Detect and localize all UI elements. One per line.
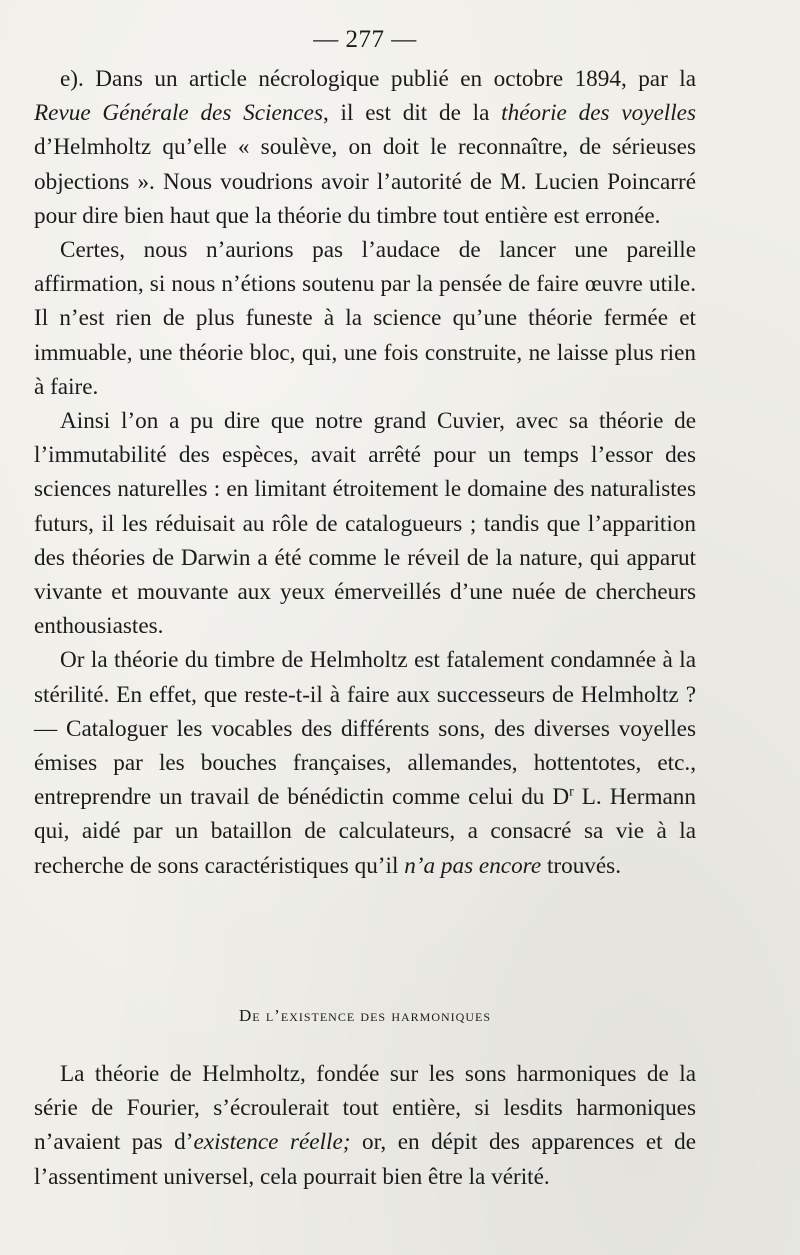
paragraph-4 xyxy=(34,643,696,882)
text-run: Ainsi l’on a pu dire que notre grand Cuvier, avec sa théorie de l’immutabilité des espèces, avait arrêté pour un temps l’essor des sciences naturelles : en limitant étroitement le domaine des naturalistes futurs, il les réduisait au rôle de catalogueurs ; tandis que l’apparition des théories de Darwin a été comme le réveil de la nature, qui apparut vivante et mouvante aux yeux émerveillés d’une nuée de chercheurs enthousiastes. xyxy=(34,408,696,640)
text-run: Or la théorie du timbre de Helmholtz est fatalement condamnée à la stérilité. En effet, que reste-t-il à faire aux successeurs de Helmholtz ? — Cataloguer les vocables des différents sons, des diverses voyelles émises par les bouches françaises, allemandes, hottentotes, etc., entreprendre un travail de bénédictin comme celui du D xyxy=(34,647,696,811)
paragraph-3 xyxy=(34,404,696,643)
page-number: — 277 — xyxy=(313,26,417,53)
paragraph-1 xyxy=(34,62,696,233)
text-run: trouvés. xyxy=(541,852,621,879)
paragraph-5 xyxy=(34,1057,696,1194)
main-text xyxy=(34,62,696,883)
text-run: , il est dit de la xyxy=(322,100,502,127)
italic-run: théorie des voyelles xyxy=(501,100,696,127)
italic-run: Revue Générale des Sciences xyxy=(34,100,323,127)
italic-run: n’a pas encore xyxy=(404,852,542,879)
text-run: L. Hermann qui, aidé par un bataillon de calculateurs, a consacré sa vie à la recherche de sons caractéristiques qu’il xyxy=(34,784,696,879)
section-text xyxy=(34,1057,696,1194)
paragraph-2 xyxy=(34,233,696,404)
text-run: Certes, nous n’aurions pas l’audace de lancer une pareille affirmation, si nous n’étions soutenu par la pensée de faire œuvre utile. Il n’est rien de plus funeste à la science qu’une théorie fermée et immuable, une théorie bloc, qui, une fois construite, ne laisse plus rien à faire. xyxy=(34,237,696,400)
text-run: e). Dans un article nécrologique publié en octobre 1894, par la xyxy=(60,66,696,92)
text-run: d’Helmholtz qu’elle « soulève, on doit le reconnaître, de sérieuses objections ». Nous voudrions avoir l’autorité de M. Lucien Poincarré pour dire bien haut que la théorie du timbre tout entière est erronée. xyxy=(34,134,696,229)
text-run: La théorie de Helmholtz, fondée sur les sons harmoniques de la série de Fourier, s’écroulerait tout entière, si lesdits harmoniques n’avaient pas d’ xyxy=(34,1061,696,1156)
text-run: or, en dépit des apparences et de l’assentiment universel, cela pourrait bien être la vérité. xyxy=(34,1129,697,1190)
section-heading: De l’existence des harmoniques xyxy=(238,1006,491,1025)
italic-run: existence réelle; xyxy=(193,1129,351,1156)
superscript-run: r xyxy=(569,784,574,800)
